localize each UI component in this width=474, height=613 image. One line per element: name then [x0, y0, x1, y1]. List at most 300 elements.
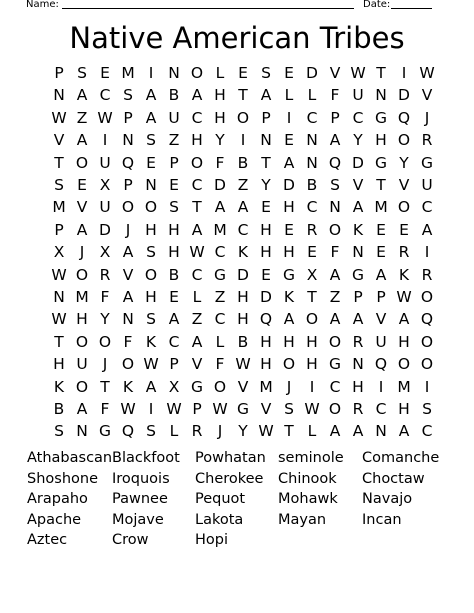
grid-letter: O [236, 108, 250, 127]
grid-letter: H [283, 332, 295, 351]
grid-letter: D [99, 220, 111, 239]
grid-letter: K [122, 377, 134, 396]
word-list-item: Iroquois [112, 470, 170, 487]
grid-letter: C [191, 108, 203, 127]
grid-letter: O [121, 198, 135, 217]
grid-letter: H [283, 243, 295, 262]
grid-letter: I [401, 64, 407, 82]
grid-letter: D [214, 176, 226, 194]
grid-letter: M [374, 198, 388, 217]
grid-letter: P [353, 288, 363, 306]
grid-letter: N [168, 64, 180, 82]
grid-letter: A [352, 198, 364, 217]
grid-letter: J [286, 377, 292, 396]
grid-letter: C [306, 198, 318, 217]
grid-letter: P [54, 64, 64, 82]
grid-letter: O [144, 198, 158, 217]
grid-letter: V [260, 400, 272, 418]
grid-letter: M [259, 377, 273, 396]
word-list-item: Mohawk [278, 491, 338, 508]
grid-letter: R [352, 400, 364, 418]
grid-letter: H [260, 355, 272, 374]
grid-letter: L [215, 64, 225, 82]
grid-letter: N [53, 288, 65, 306]
grid-letter: H [76, 310, 88, 329]
grid-letter: Z [76, 108, 88, 127]
grid-letter: E [261, 198, 271, 217]
word-list-item: Cherokee [195, 470, 264, 487]
grid-letter: A [191, 86, 203, 105]
grid-letter: N [122, 310, 134, 329]
grid-letter: H [352, 377, 364, 396]
grid-letter: R [421, 131, 433, 150]
grid-letter: W [235, 355, 251, 374]
grid-letter: T [307, 288, 317, 306]
grid-letter: Y [399, 153, 409, 172]
grid-letter: D [306, 64, 318, 82]
date-label: Date: [363, 0, 391, 10]
grid-letter: P [376, 288, 386, 306]
grid-letter: F [100, 288, 110, 306]
grid-letter: C [191, 176, 203, 194]
grid-letter: H [168, 220, 180, 239]
grid-letter: X [53, 243, 65, 262]
grid-letter: W [304, 400, 320, 418]
grid-letter: O [420, 288, 434, 306]
grid-letter: T [192, 198, 202, 217]
grid-letter: L [307, 86, 317, 105]
grid-letter: L [284, 86, 294, 105]
grid-letter: H [237, 288, 249, 306]
grid-letter: R [352, 332, 364, 351]
grid-letter: P [54, 220, 64, 239]
grid-letter: A [214, 198, 226, 217]
word-list [0, 448, 474, 608]
grid-letter: W [51, 265, 67, 284]
grid-letter: I [148, 400, 154, 418]
grid-letter: F [330, 243, 340, 262]
word-list-item: Blackfoot [112, 450, 180, 466]
grid-letter: K [53, 377, 65, 396]
grid-letter: O [282, 355, 296, 374]
grid-letter: O [190, 64, 204, 82]
grid-letter: A [283, 310, 295, 329]
grid-letter: N [145, 176, 157, 194]
grid-letter: E [261, 265, 271, 284]
grid-letter: A [329, 265, 341, 284]
grid-letter: O [75, 332, 89, 351]
grid-letter: D [260, 288, 272, 306]
grid-letter: U [375, 332, 387, 351]
word-list-item: Comanche [362, 450, 440, 466]
grid-letter: Q [121, 422, 135, 441]
grid-letter: E [238, 64, 248, 82]
grid-letter: M [397, 377, 411, 396]
grid-letter: W [212, 400, 228, 418]
grid-letter: S [54, 422, 64, 441]
grid-letter: A [145, 86, 157, 105]
grid-letter: S [261, 64, 271, 82]
grid-letter: J [79, 243, 85, 262]
grid-letter: T [238, 86, 248, 105]
grid-letter: H [260, 332, 272, 351]
grid-letter: Q [328, 153, 342, 172]
word-list-item: seminole [278, 450, 344, 466]
grid-letter: I [309, 377, 315, 396]
grid-letter: O [420, 355, 434, 374]
grid-letter: A [329, 422, 341, 441]
grid-letter: I [286, 108, 292, 127]
grid-letter: K [398, 265, 410, 284]
grid-letter: G [213, 265, 226, 284]
word-list-item: Hopi [195, 532, 229, 549]
grid-letter: K [237, 243, 249, 262]
grid-letter: Z [214, 288, 226, 306]
grid-letter: U [168, 108, 180, 127]
grid-letter: D [283, 176, 295, 194]
grid-letter: V [122, 265, 134, 284]
grid-letter: M [121, 64, 135, 82]
grid-letter: N [76, 422, 88, 441]
grid-letter: O [328, 220, 342, 239]
date-field-line[interactable] [391, 8, 432, 9]
grid-letter: F [215, 153, 225, 172]
grid-letter: A [122, 243, 134, 262]
grid-letter: N [352, 355, 364, 374]
grid-letter: V [237, 377, 249, 396]
grid-letter: Z [237, 176, 249, 194]
grid-letter: L [307, 422, 317, 441]
grid-letter: P [169, 153, 179, 172]
grid-letter: B [168, 86, 180, 105]
grid-letter: Q [397, 108, 411, 127]
grid-letter: S [422, 400, 432, 418]
grid-letter: Q [420, 310, 434, 329]
grid-letter: J [125, 220, 131, 239]
grid-letter: T [376, 64, 386, 82]
grid-letter: I [378, 377, 384, 396]
grid-letter: G [420, 153, 433, 172]
grid-letter: P [261, 108, 271, 127]
grid-letter: T [54, 153, 64, 172]
grid-letter: D [237, 265, 249, 284]
grid-letter: O [213, 377, 227, 396]
grid-letter: G [374, 108, 387, 127]
grid-letter: S [146, 310, 156, 329]
grid-letter: X [168, 377, 180, 396]
word-list-item: Chinook [278, 470, 337, 487]
grid-letter: B [237, 153, 249, 172]
grid-letter: D [398, 86, 410, 105]
grid-letter: H [398, 332, 410, 351]
grid-letter: E [284, 64, 294, 82]
grid-letter: D [352, 153, 364, 172]
grid-letter: H [260, 243, 272, 262]
grid-letter: C [329, 377, 341, 396]
grid-letter: J [217, 422, 223, 441]
grid-letter: B [237, 332, 249, 351]
grid-letter: H [214, 86, 226, 105]
grid-letter: G [190, 377, 203, 396]
grid-letter: M [75, 288, 89, 306]
grid-letter: L [169, 422, 179, 441]
grid-letter: S [146, 422, 156, 441]
grid-letter: P [330, 108, 340, 127]
word-list-item: Crow [112, 532, 149, 549]
grid-letter: J [102, 355, 108, 374]
grid-letter: H [283, 198, 295, 217]
grid-letter: U [76, 355, 88, 374]
grid-letter: A [76, 86, 88, 105]
grid-letter: U [99, 153, 111, 172]
grid-letter: G [374, 153, 387, 172]
grid-letter: F [123, 332, 133, 351]
grid-letter: Y [238, 422, 248, 441]
grid-letter: N [352, 243, 364, 262]
grid-letter: U [421, 176, 433, 194]
word-list-item: Choctaw [362, 470, 425, 487]
grid-letter: O [305, 310, 319, 329]
grid-letter: V [398, 176, 410, 194]
grid-letter: E [169, 176, 179, 194]
grid-letter: H [145, 288, 157, 306]
grid-letter: A [398, 310, 410, 329]
word-list-item: Shoshone [27, 470, 98, 487]
grid-letter: A [237, 198, 249, 217]
grid-letter: O [144, 265, 158, 284]
grid-letter: Z [191, 310, 203, 329]
grid-letter: N [306, 131, 318, 150]
grid-letter: M [213, 220, 227, 239]
grid-letter: N [122, 131, 134, 150]
grid-letter: S [77, 64, 87, 82]
grid-letter: G [282, 265, 295, 284]
grid-letter: W [258, 422, 274, 441]
grid-letter: B [168, 265, 180, 284]
grid-letter: B [53, 400, 65, 418]
word-list-item: Mayan [278, 511, 327, 528]
grid-letter: V [191, 355, 203, 374]
grid-letter: V [421, 86, 433, 105]
grid-letter: K [283, 288, 295, 306]
grid-letter: O [328, 332, 342, 351]
grid-letter: M [52, 198, 66, 217]
grid-letter: C [214, 243, 226, 262]
word-list-item: Aztec [27, 532, 68, 549]
grid-letter: W [51, 310, 67, 329]
grid-letter: C [421, 198, 433, 217]
grid-letter: T [100, 377, 110, 396]
grid-letter: H [214, 108, 226, 127]
grid-letter: L [215, 332, 225, 351]
grid-letter: H [145, 220, 157, 239]
grid-letter: A [421, 220, 433, 239]
grid-letter: W [419, 64, 435, 82]
grid-letter: F [330, 86, 340, 105]
grid-letter: T [261, 153, 271, 172]
grid-letter: O [75, 377, 89, 396]
grid-letter: W [189, 243, 205, 262]
grid-letter: A [375, 265, 387, 284]
grid-letter: W [166, 400, 182, 418]
word-list-item: Incan [362, 511, 402, 528]
grid-letter: N [306, 153, 318, 172]
word-list-item: Lakota [195, 511, 244, 528]
grid-letter: S [146, 243, 156, 262]
word-list-item: Pequot [195, 491, 246, 508]
grid-letter: O [397, 131, 411, 150]
grid-letter: X [99, 243, 111, 262]
grid-letter: O [75, 153, 89, 172]
grid-letter: G [328, 355, 341, 374]
grid-letter: X [99, 176, 111, 194]
grid-letter: V [375, 310, 387, 329]
grid-letter: W [51, 108, 67, 127]
grid-letter: H [306, 355, 318, 374]
grid-letter: S [123, 86, 133, 105]
grid-letter: O [397, 198, 411, 217]
word-list-item: Mojave [112, 511, 164, 528]
grid-letter: A [352, 422, 364, 441]
grid-letter: C [168, 332, 180, 351]
grid-letter: N [53, 86, 65, 105]
grid-letter: E [169, 288, 179, 306]
grid-letter: R [191, 422, 203, 441]
grid-letter: F [100, 400, 110, 418]
grid-letter: T [54, 332, 64, 351]
grid-letter: H [53, 355, 65, 374]
grid-letter: V [329, 64, 341, 82]
grid-letter: W [350, 64, 366, 82]
grid-letter: A [191, 220, 203, 239]
grid-letter: C [214, 310, 226, 329]
grid-letter: H [191, 131, 203, 150]
grid-letter: Q [259, 310, 273, 329]
grid-letter: W [396, 288, 412, 306]
name-label: Name: [26, 0, 59, 10]
grid-letter: N [329, 198, 341, 217]
grid-letter: I [148, 64, 154, 82]
grid-letter: Y [100, 310, 110, 329]
grid-letter: C [306, 108, 318, 127]
grid-letter: G [351, 265, 364, 284]
grid-letter: P [169, 355, 179, 374]
grid-letter: A [329, 310, 341, 329]
page-title: Native American Tribes [69, 21, 405, 55]
word-list-item: Apache [27, 511, 82, 528]
grid-letter: P [123, 108, 133, 127]
grid-letter: T [284, 422, 294, 441]
grid-letter: Y [353, 131, 363, 150]
grid-letter: Y [215, 131, 225, 150]
grid-letter: E [376, 243, 386, 262]
grid-letter: C [191, 265, 203, 284]
grid-letter: B [306, 176, 318, 194]
letter-grid [0, 62, 474, 446]
grid-letter: P [192, 400, 202, 418]
grid-letter: N [375, 86, 387, 105]
grid-letter: X [306, 265, 318, 284]
grid-letter: A [191, 332, 203, 351]
grid-letter: N [260, 131, 272, 150]
grid-letter: A [76, 220, 88, 239]
grid-letter: Y [261, 176, 271, 194]
grid-letter: A [145, 377, 157, 396]
grid-letter: Z [168, 131, 180, 150]
grid-letter: G [98, 422, 111, 441]
grid-letter: S [330, 176, 340, 194]
grid-letter: V [352, 176, 364, 194]
grid-letter: I [102, 131, 108, 150]
word-list-item: Athabascan [27, 450, 113, 466]
grid-letter: K [145, 332, 157, 351]
grid-letter: A [352, 310, 364, 329]
grid-letter: A [76, 131, 88, 150]
grid-letter: W [97, 108, 113, 127]
grid-letter: G [236, 400, 249, 418]
grid-letter: U [99, 198, 111, 217]
grid-letter: A [168, 310, 180, 329]
word-list-item: Navajo [362, 491, 413, 508]
grid-letter: H [237, 310, 249, 329]
grid-letter: O [328, 400, 342, 418]
grid-letter: H [168, 243, 180, 262]
grid-letter: E [284, 220, 294, 239]
name-field-line[interactable] [62, 8, 354, 9]
grid-letter: A [145, 108, 157, 127]
grid-letter: E [376, 220, 386, 239]
grid-letter: E [307, 243, 317, 262]
grid-letter: H [260, 220, 272, 239]
grid-letter: E [284, 131, 294, 150]
grid-letter: A [260, 86, 272, 105]
grid-letter: A [122, 288, 134, 306]
grid-letter: O [98, 332, 112, 351]
grid-letter: Z [329, 288, 341, 306]
grid-letter: E [146, 153, 156, 172]
grid-letter: S [146, 131, 156, 150]
grid-letter: O [420, 332, 434, 351]
grid-letter: A [329, 131, 341, 150]
grid-letter: O [190, 153, 204, 172]
grid-letter: I [240, 131, 246, 150]
grid-letter: C [237, 220, 249, 239]
grid-letter: R [421, 265, 433, 284]
grid-letter: L [192, 288, 202, 306]
grid-letter: W [143, 355, 159, 374]
grid-letter: A [283, 153, 295, 172]
grid-letter: C [99, 86, 111, 105]
grid-letter: J [424, 108, 430, 127]
grid-letter: C [421, 422, 433, 441]
grid-letter: A [398, 422, 410, 441]
grid-letter: E [77, 176, 87, 194]
grid-letter: E [399, 220, 409, 239]
grid-letter: Q [121, 153, 135, 172]
grid-letter: I [424, 243, 430, 262]
grid-letter: C [375, 400, 387, 418]
grid-letter: I [424, 377, 430, 396]
grid-letter: K [352, 220, 364, 239]
grid-letter: V [53, 131, 65, 150]
grid-letter: R [99, 265, 111, 284]
grid-letter: P [123, 176, 133, 194]
grid-letter: H [375, 131, 387, 150]
grid-letter: T [376, 176, 386, 194]
grid-letter: S [169, 198, 179, 217]
grid-letter: E [100, 64, 110, 82]
grid-letter: U [352, 86, 364, 105]
